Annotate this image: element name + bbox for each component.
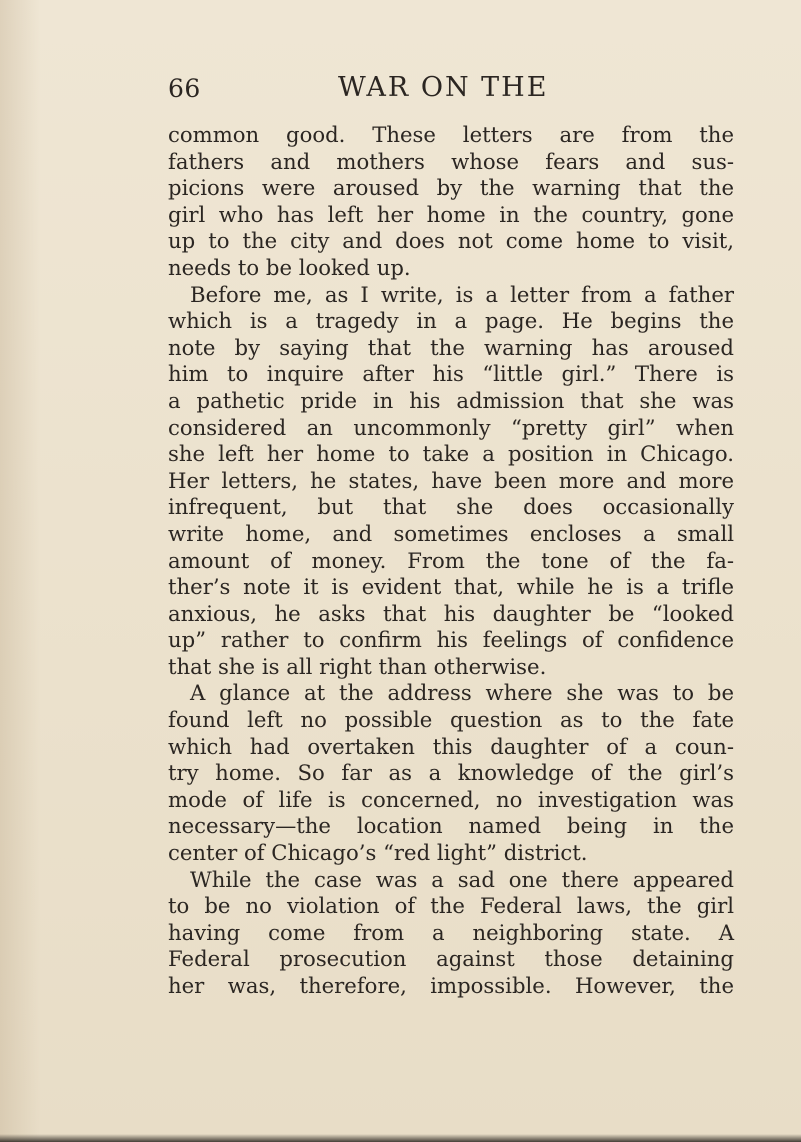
- text-line: Her letters, he states, have been more and more: [168, 467, 734, 493]
- text-line: girl who has left her home in the country, gone: [168, 201, 734, 227]
- text-line: amount of money. From the tone of the fa-: [168, 547, 734, 573]
- text-line: center of Chicago’s “red light” district.: [168, 840, 588, 866]
- text-line: which is a tragedy in a page. He begins the: [168, 308, 734, 334]
- text-line: necessary—the location named being in the: [168, 813, 734, 839]
- text-line: considered an uncommonly “pretty girl” when: [168, 414, 734, 440]
- text-line: Before me, as I write, is a letter from a father: [190, 281, 734, 307]
- text-line: up to the city and does not come home to visit,: [168, 228, 734, 254]
- running-head: WAR ON THE: [338, 72, 549, 103]
- text-line: him to inquire after his “little girl.” There is: [168, 361, 734, 387]
- text-line: infrequent, but that she does occasionally: [168, 494, 734, 520]
- text-line: anxious, he asks that his daughter be “looked: [168, 600, 734, 626]
- text-line: Federal prosecution against those detaining: [168, 946, 734, 972]
- page-bottom-edge: [0, 1134, 801, 1142]
- text-line: which had overtaken this daughter of a coun-: [168, 733, 734, 759]
- text-line: her was, therefore, impossible. However, the: [168, 973, 734, 998]
- text-line: to be no violation of the Federal laws, the girl: [168, 893, 734, 919]
- text-line: a pathetic pride in his admission that she was: [168, 387, 734, 413]
- text-line: common good. These letters are from the: [168, 122, 734, 147]
- text-line: note by saying that the warning has aroused: [168, 334, 734, 360]
- text-line: having come from a neighboring state. A: [168, 919, 734, 945]
- text-line: mode of life is concerned, no investigation was: [168, 786, 734, 812]
- page-number: 66: [168, 74, 201, 103]
- text-line: she left her home to take a position in Chicago.: [168, 441, 734, 467]
- text-line: picions were aroused by the warning that the: [168, 175, 734, 201]
- text-line: While the case was a sad one there appeared: [190, 866, 734, 892]
- text-line: ther’s note it is evident that, while he is a trifle: [168, 574, 734, 600]
- text-line: try home. So far as a knowledge of the girl’s: [168, 760, 734, 786]
- body-text: [168, 122, 734, 1000]
- text-line: found left no possible question as to the fate: [168, 707, 734, 733]
- page-header: [168, 70, 728, 110]
- text-line: that she is all right than otherwise.: [168, 653, 547, 679]
- text-line: up” rather to confirm his feelings of confidence: [168, 627, 734, 653]
- text-line: fathers and mothers whose fears and sus-: [168, 148, 734, 174]
- text-line: write home, and sometimes encloses a small: [168, 520, 734, 546]
- text-line: needs to be looked up.: [168, 254, 411, 280]
- text-line: A glance at the address where she was to be: [190, 680, 734, 706]
